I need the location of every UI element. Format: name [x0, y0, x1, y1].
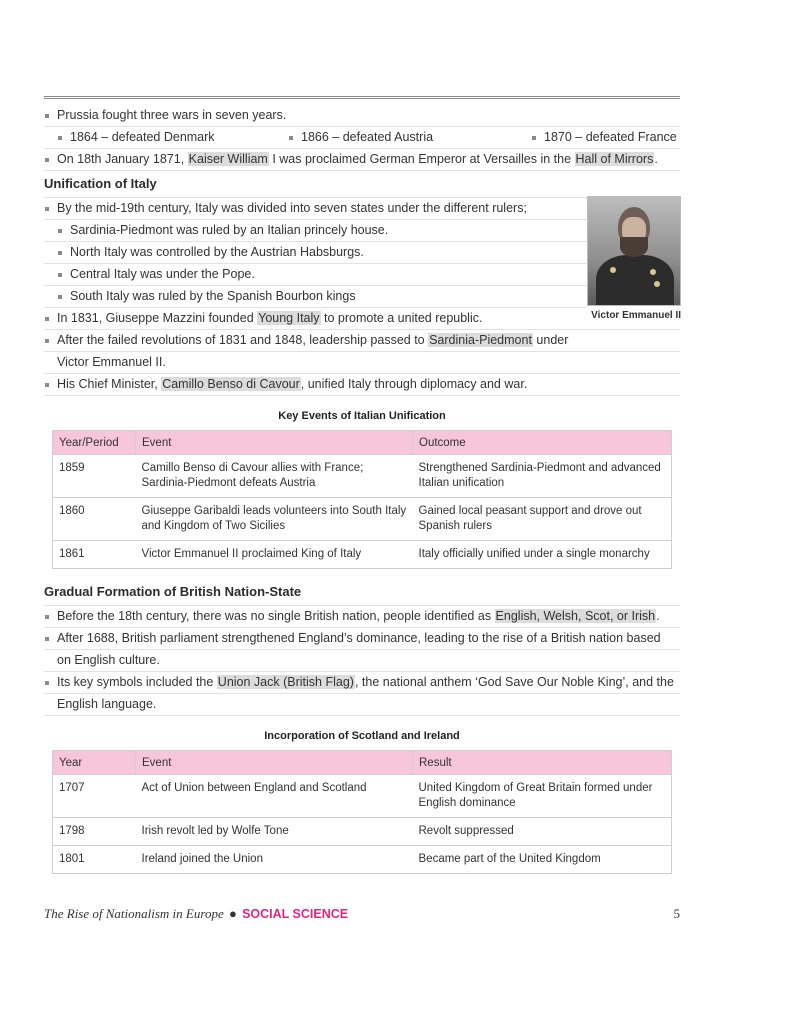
- table-caption-italy: Key Events of Italian Unification: [278, 410, 446, 422]
- table-cell: Gained local peasant support and drove out Spanish rulers: [413, 498, 672, 541]
- column-header: Result: [413, 751, 672, 775]
- table-cell: Revolt suppressed: [413, 818, 672, 846]
- table-header-row: [53, 431, 672, 455]
- table-row: [53, 498, 672, 541]
- highlight-term: English, Welsh, Scot, or Irish: [495, 609, 656, 623]
- portrait-image: [587, 196, 681, 306]
- column-header: Event: [136, 431, 413, 455]
- table-cell: Ireland joined the Union: [136, 846, 413, 874]
- page-footer: [44, 906, 680, 922]
- page-content: [44, 96, 680, 874]
- highlight-term: Camillo Benso di Cavour: [162, 377, 300, 391]
- bullet-kaiser: On 18th January 1871, Kaiser William I was proclaimed German Emperor at Versailles in the Hall of Mirrors.: [44, 149, 680, 171]
- page-number: 5: [673, 906, 680, 921]
- sub-bullet-state: South Italy was ruled by the Spanish Bourbon kings: [44, 286, 587, 308]
- heading-british-nation: Gradual Formation of British Nation-State: [44, 579, 680, 606]
- table-cell: Victor Emmanuel II proclaimed King of Italy: [136, 541, 413, 569]
- table-cell: 1707: [53, 775, 136, 818]
- highlight-term: Young Italy: [258, 311, 320, 325]
- bullet-cavour: His Chief Minister, Camillo Benso di Cavour, unified Italy through diplomacy and war.: [44, 374, 680, 396]
- bullet-icon: [532, 136, 536, 140]
- top-rule: [44, 96, 680, 99]
- book-title: The Rise of Nationalism in Europe: [44, 906, 224, 921]
- bullet-icon: [58, 251, 62, 255]
- bullet-before-18th: Before the 18th century, there was no single British nation, people identified as English, Welsh, Scot, or Irish.: [44, 606, 680, 628]
- table-row: [53, 846, 672, 874]
- table-row: [53, 455, 672, 498]
- portrait-caption: Victor Emmanuel II: [591, 310, 681, 321]
- war-item-1870: 1870 – defeated France: [531, 127, 677, 148]
- table-cell: Act of Union between England and Scotland: [136, 775, 413, 818]
- column-header: Event: [136, 751, 413, 775]
- highlight-term: Kaiser William: [188, 152, 268, 166]
- prussia-wars-row: [44, 127, 680, 149]
- column-header: Outcome: [413, 431, 672, 455]
- bullet-icon: [289, 136, 293, 140]
- column-header: Year: [53, 751, 136, 775]
- bullet-icon: [45, 317, 49, 321]
- table-row: [53, 818, 672, 846]
- table-cell: Camillo Benso di Cavour allies with France; Sardinia-Piedmont defeats Austria: [136, 455, 413, 498]
- separator-dot-icon: ●: [228, 906, 237, 921]
- bullet-icon: [58, 273, 62, 277]
- sub-bullet-state: Sardinia-Piedmont was ruled by an Italian princely house.: [44, 220, 587, 242]
- bullet-icon: [58, 136, 62, 140]
- subject-label: SOCIAL SCIENCE: [242, 907, 349, 921]
- bullet-icon: [45, 637, 49, 641]
- bullet-failed-revolutions: After the failed revolutions of 1831 and 1848, leadership passed to Sardinia-Piedmont under: [44, 330, 680, 352]
- bullet-mazzini: In 1831, Giuseppe Mazzini founded Young Italy to promote a united republic.: [44, 308, 680, 330]
- table-header-row: [53, 751, 672, 775]
- bullet-icon: [45, 114, 49, 118]
- highlight-term: Union Jack (British Flag): [217, 675, 354, 689]
- table-cell: 1801: [53, 846, 136, 874]
- highlight-term: Hall of Mirrors: [575, 152, 654, 166]
- table-row: [53, 775, 672, 818]
- table-scotland-ireland: [52, 750, 672, 874]
- bullet-after-1688: After 1688, British parliament strengthened England’s dominance, leading to the rise of a British nation based: [44, 628, 680, 650]
- table-cell: Strengthened Sardinia-Piedmont and advanced Italian unification: [413, 455, 672, 498]
- portrait-figure: [587, 196, 681, 321]
- bullet-icon: [58, 295, 62, 299]
- table-cell: 1860: [53, 498, 136, 541]
- bullet-icon: [58, 229, 62, 233]
- bullet-prussia-intro: Prussia fought three wars in seven years.: [44, 105, 680, 127]
- bullet-continuation: on English culture.: [44, 650, 680, 672]
- table-cell: 1798: [53, 818, 136, 846]
- bullet-icon: [45, 681, 49, 685]
- war-item-1864: 1864 – defeated Denmark: [57, 127, 288, 148]
- bullet-italy-intro: By the mid-19th century, Italy was divided into seven states under the different rulers;: [44, 198, 587, 220]
- table-cell: Giuseppe Garibaldi leads volunteers into South Italy and Kingdom of Two Sicilies: [136, 498, 413, 541]
- bullet-icon: [45, 615, 49, 619]
- column-header: Year/Period: [53, 431, 136, 455]
- bullet-key-symbols: Its key symbols included the Union Jack (British Flag), the national anthem ‘God Save Our Noble King’, and the: [44, 672, 680, 694]
- table-cell: 1859: [53, 455, 136, 498]
- table-cell: Irish revolt led by Wolfe Tone: [136, 818, 413, 846]
- table-cell: Became part of the United Kingdom: [413, 846, 672, 874]
- highlight-term: Sardinia-Piedmont: [429, 333, 532, 347]
- table-cell: 1861: [53, 541, 136, 569]
- sub-bullet-state: North Italy was controlled by the Austrian Habsburgs.: [44, 242, 587, 264]
- heading-unification-italy: Unification of Italy: [44, 171, 680, 198]
- bullet-icon: [45, 158, 49, 162]
- table-row: [53, 541, 672, 569]
- table-cell: United Kingdom of Great Britain formed under English dominance: [413, 775, 672, 818]
- bullet-icon: [45, 339, 49, 343]
- bullet-continuation: Victor Emmanuel II.: [44, 352, 680, 374]
- bullet-continuation: English language.: [44, 694, 680, 716]
- war-item-1866: 1866 – defeated Austria: [288, 127, 531, 148]
- bullet-icon: [45, 207, 49, 211]
- table-cell: Italy officially unified under a single monarchy: [413, 541, 672, 569]
- table-italian-unification: [52, 430, 672, 569]
- bullet-icon: [45, 383, 49, 387]
- table-caption-britain: Incorporation of Scotland and Ireland: [264, 730, 460, 742]
- sub-bullet-state: Central Italy was under the Pope.: [44, 264, 587, 286]
